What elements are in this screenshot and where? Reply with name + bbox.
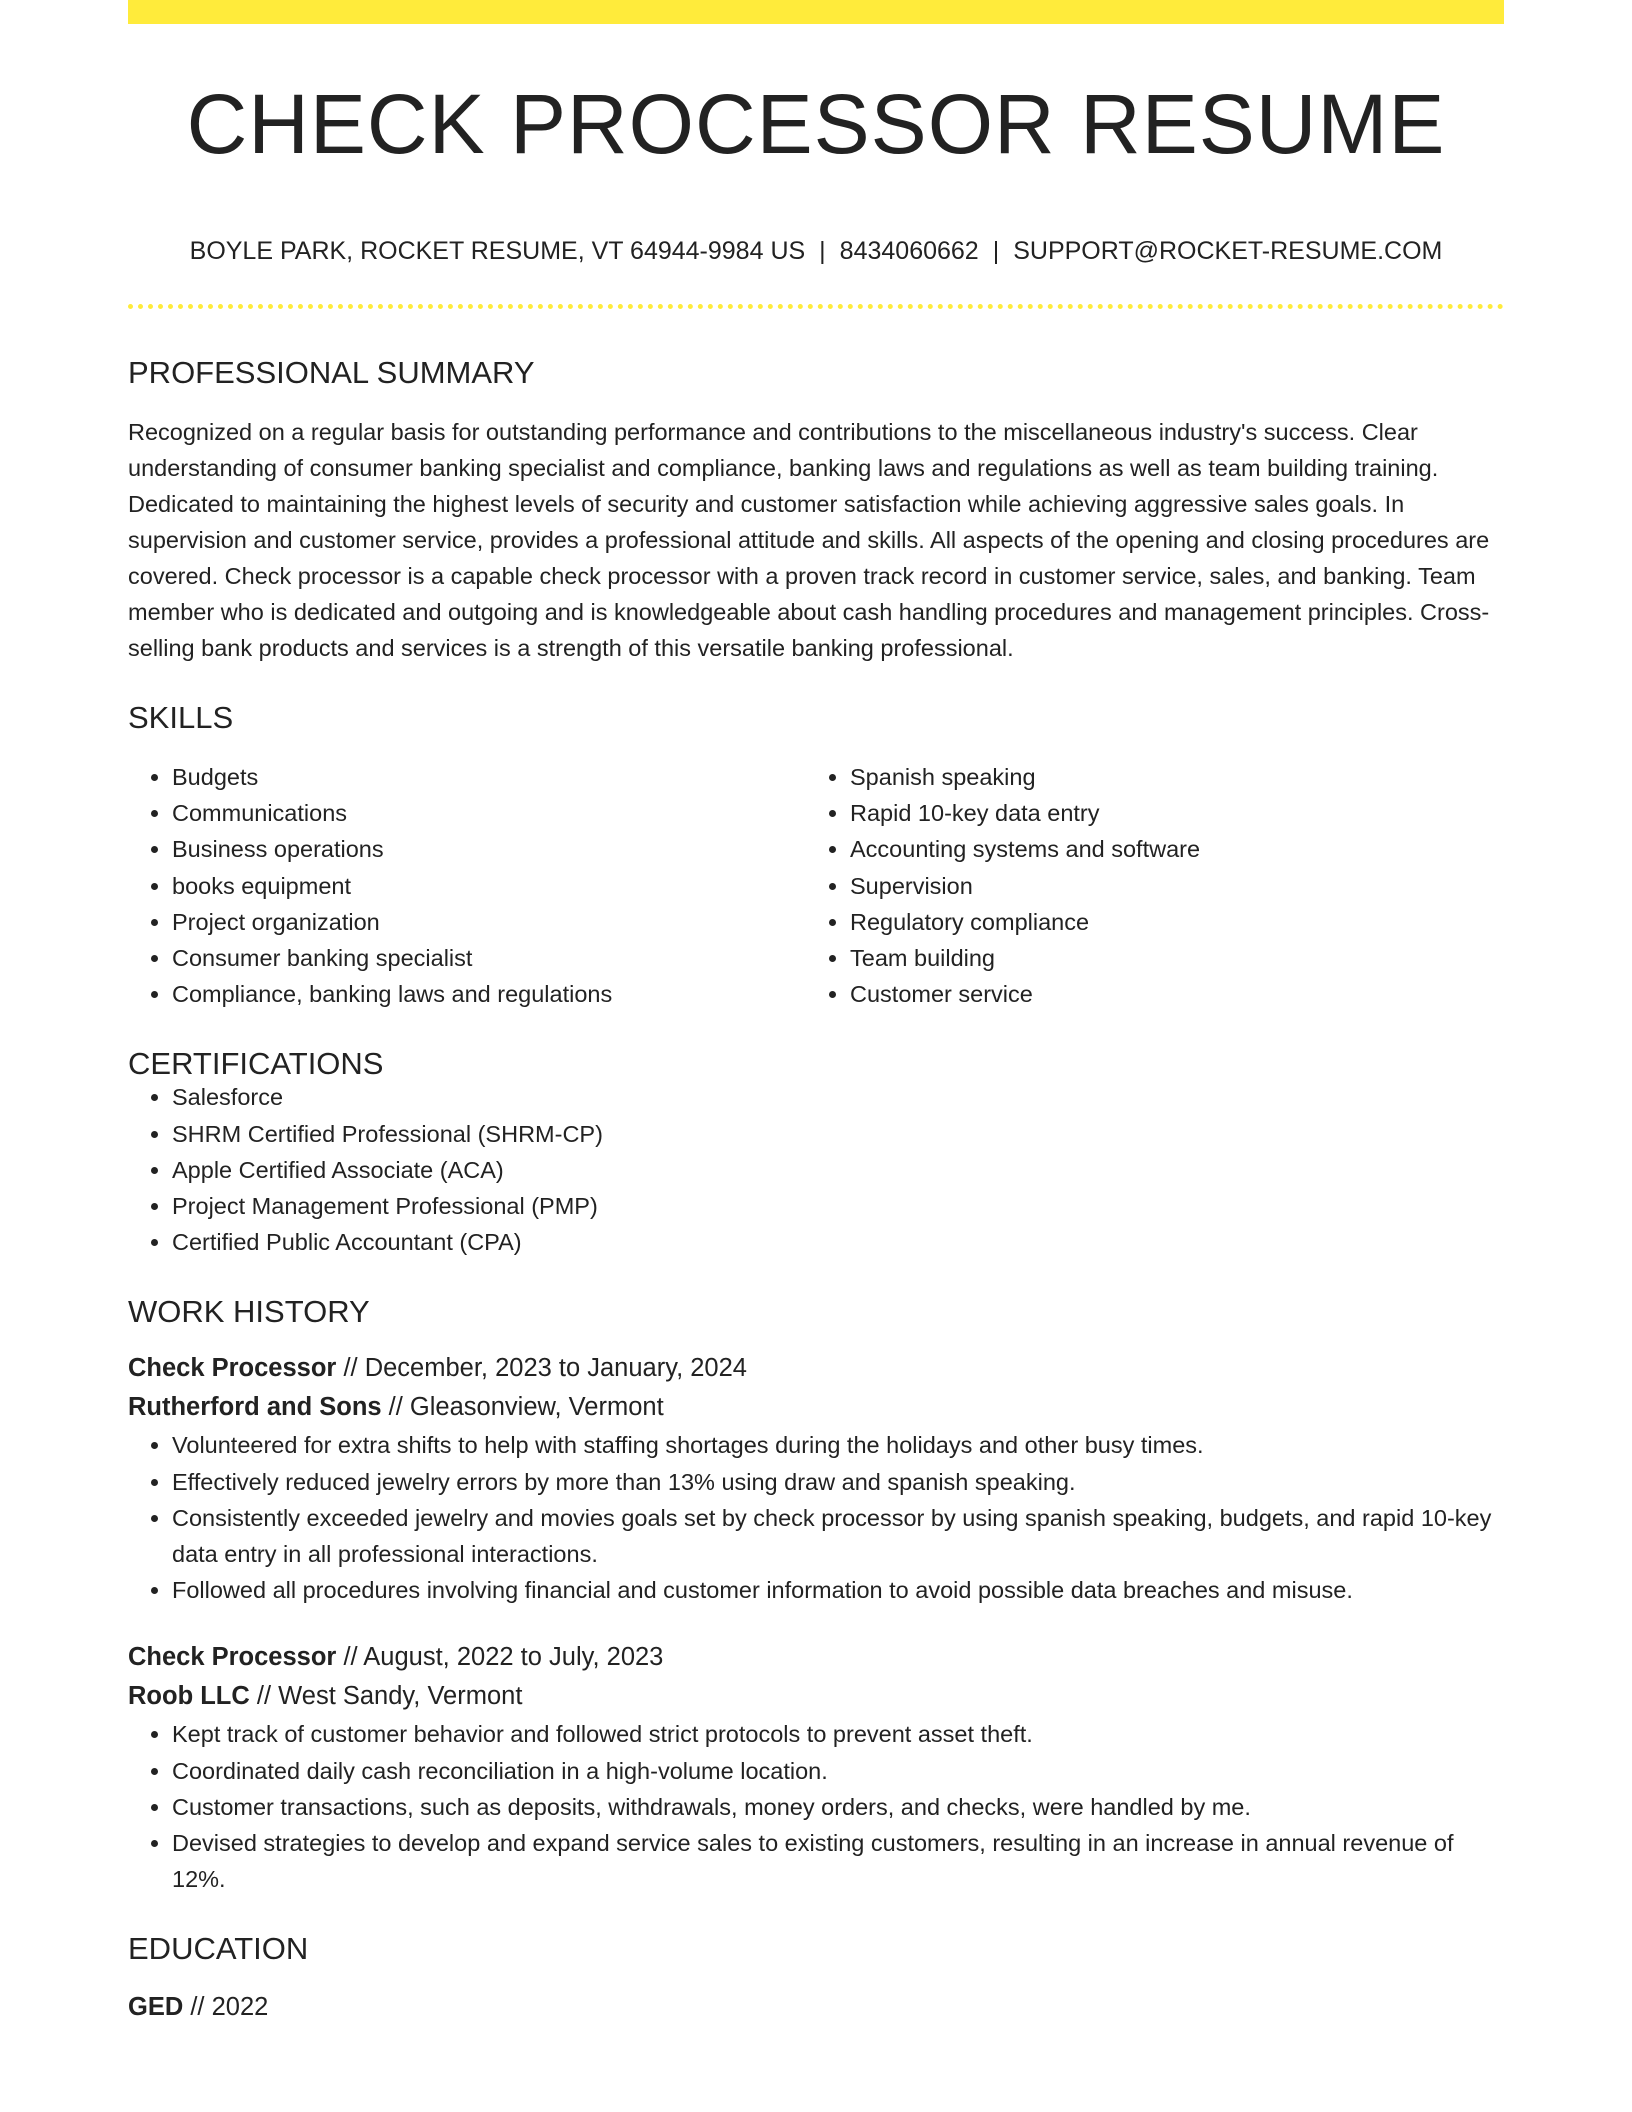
job-title: Check Processor (128, 1354, 337, 1383)
job-dates: // December, 2023 to January, 2024 (336, 1354, 747, 1383)
certification-item: • Project Management Professional (PMP) (172, 1188, 1504, 1224)
skill-item: • Consumer banking specialist (172, 940, 806, 976)
job-bullet: • Devised strategies to develop and expand service sales to existing customers, resulting in an increase in annual revenue of 12%. (172, 1825, 1504, 1897)
job-location: // West Sandy, Vermont (249, 1682, 523, 1711)
job-bullet: • Followed all procedures involving financial and customer information to avoid possible data breaches and misuse. (172, 1572, 1504, 1608)
summary-heading: PROFESSIONAL SUMMARY (128, 355, 535, 390)
top-accent-bar (128, 0, 1504, 24)
job-location: // Gleasonview, Vermont (381, 1393, 664, 1422)
job-company-line (128, 1388, 1504, 1427)
job-bullet: • Coordinated daily cash reconciliation in a high-volume location. (172, 1753, 1504, 1789)
job-entry (128, 1638, 1504, 1897)
contact-email: SUPPORT@ROCKET-RESUME.COM (1013, 237, 1443, 265)
summary-text: Recognized on a regular basis for outstanding performance and contributions to the miscellaneous industry's success. Clear understanding of consumer banking specialist and compliance, banking laws and regulations as well as team building training. Dedicated to maintaining the highest levels of security and customer satisfaction while achieving aggressive sales goals. In supervision and customer service, provides a professional attitude and skills. All aspects of the opening and closing procedures are covered. Check processor is a capable check processor with a proven track record in customer service, sales, and banking. Team member who is dedicated and outgoing and is knowledgeable about cash handling procedures and management principles. Cross-selling bank products and services is a strength of this versatile banking professional. (128, 419, 1490, 661)
skill-item: • Supervision (850, 868, 1484, 904)
skills-heading: SKILLS (128, 700, 234, 735)
skill-item: • Project organization (172, 904, 806, 940)
resume-title: CHECK PROCESSOR RESUME (186, 77, 1446, 171)
job-company-line (128, 1677, 1504, 1716)
education-entry (128, 1988, 1504, 2027)
job-entry (128, 1349, 1504, 1608)
job-bullet: • Effectively reduced jewelry errors by more than 13% using draw and spanish speaking. (172, 1464, 1504, 1500)
job-bullets (128, 1716, 1504, 1897)
certifications-heading: CERTIFICATIONS (128, 1046, 384, 1082)
job-title: Check Processor (128, 1643, 337, 1672)
job-bullet: • Consistently exceeded jewelry and movies goals set by check processor by using spanish speaking, budgets, and rapid 10-key data entry in all professional interactions. (172, 1500, 1504, 1572)
certifications-list (128, 1079, 1504, 1260)
education-heading: EDUCATION (128, 1931, 309, 1967)
certification-item: • Certified Public Accountant (CPA) (172, 1224, 1504, 1260)
certification-item: • Apple Certified Associate (ACA) (172, 1152, 1504, 1188)
skill-item: • Budgets (172, 759, 806, 795)
contact-phone: 8434060662 (839, 237, 979, 265)
contact-line (128, 239, 1504, 264)
certification-item: • Salesforce (172, 1079, 1504, 1115)
header-divider (128, 304, 1504, 309)
work-history-heading: WORK HISTORY (128, 1294, 370, 1330)
job-title-line (128, 1349, 1504, 1388)
education-year: // 2022 (183, 1993, 269, 2022)
skill-item: • Regulatory compliance (850, 904, 1484, 940)
job-bullets (128, 1427, 1504, 1608)
skill-item: • Team building (850, 940, 1484, 976)
skills-columns (128, 759, 1504, 1012)
skills-column-left (128, 759, 806, 1012)
certification-item: • SHRM Certified Professional (SHRM-CP) (172, 1116, 1504, 1152)
job-bullet: • Kept track of customer behavior and followed strict protocols to prevent asset theft. (172, 1716, 1504, 1752)
skills-list-left (128, 759, 806, 1012)
job-dates: // August, 2022 to July, 2023 (336, 1643, 664, 1672)
skill-item: • Spanish speaking (850, 759, 1484, 795)
job-bullet: • Customer transactions, such as deposits, withdrawals, money orders, and checks, were handled by me. (172, 1789, 1504, 1825)
job-company: Rutherford and Sons (128, 1393, 382, 1422)
skills-list-right (806, 759, 1484, 1012)
skills-column-right (806, 759, 1484, 1012)
skill-item: • Communications (172, 795, 806, 831)
skill-item: • Customer service (850, 976, 1484, 1012)
contact-address: BOYLE PARK, ROCKET RESUME, VT 64944-9984 US (189, 237, 806, 265)
job-title-line (128, 1638, 1504, 1677)
education-line (128, 1988, 1504, 2027)
education-degree: GED (128, 1993, 184, 2022)
skill-item: • Compliance, banking laws and regulations (172, 976, 806, 1012)
skill-item: • Accounting systems and software (850, 831, 1484, 867)
job-bullet: • Volunteered for extra shifts to help with staffing shortages during the holidays and other busy times. (172, 1427, 1504, 1463)
job-company: Roob LLC (128, 1682, 250, 1711)
skill-item: • books equipment (172, 868, 806, 904)
skill-item: • Rapid 10-key data entry (850, 795, 1484, 831)
resume-page (128, 0, 1504, 2027)
contact-separator: | (819, 237, 826, 265)
skill-item: • Business operations (172, 831, 806, 867)
contact-separator: | (992, 237, 1000, 265)
